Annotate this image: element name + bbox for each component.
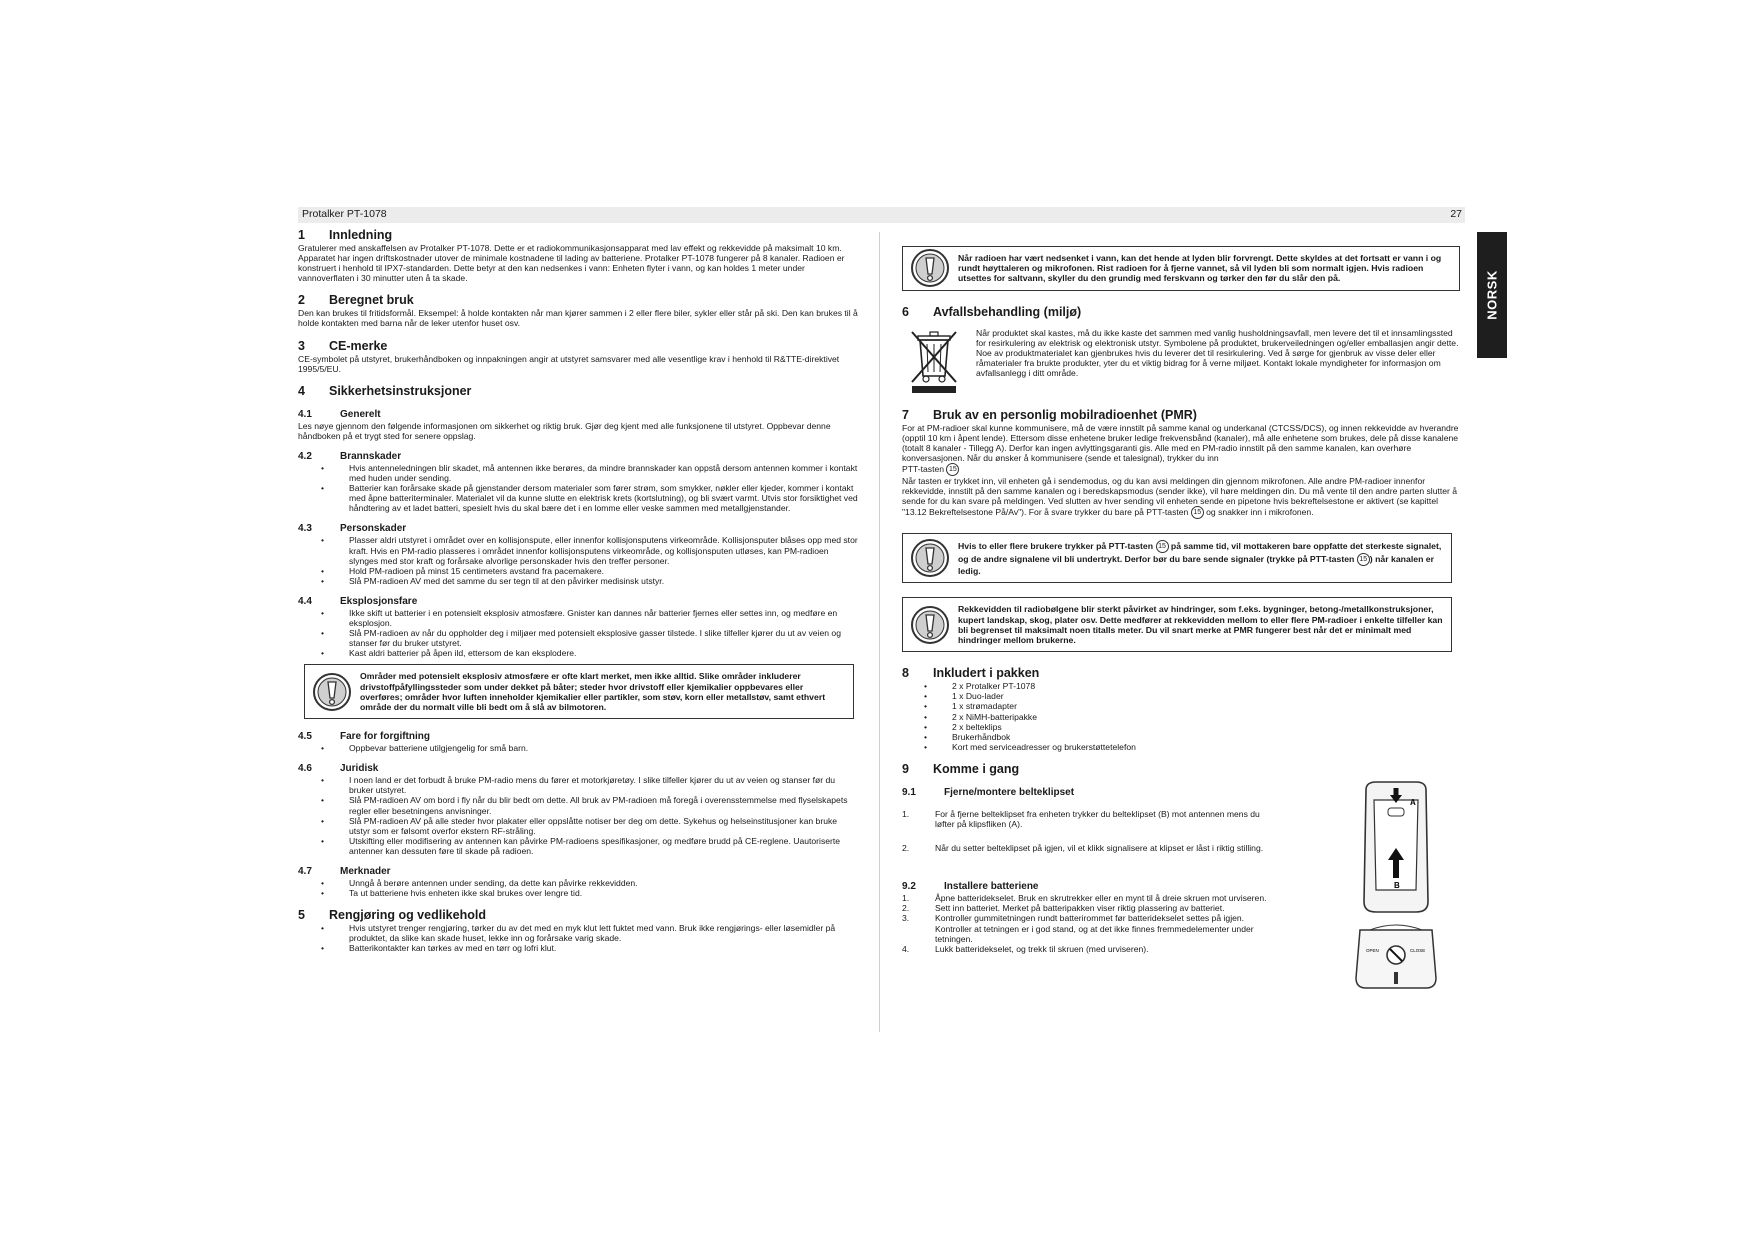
section-4-3-heading: 4.3 Personskader xyxy=(298,523,407,535)
warning-box-ptt xyxy=(902,533,1452,583)
section-1-text: Gratulerer med anskaffelsen av Protalker PT-1078. Dette er et radiokommunikasjonsapparat med lav effekt og rekkevidde på maksimalt 10 km. Apparatet har ingen driftskostnader utover de minimale kostnadene til lading av batteriene. Protalker PT-1078 fungerer på 8 kanaler. Radioen er konstruert i henhold til IPX7-standarden. Dette betyr at den kan nedsenkes i vann: Enheten flyter i vann, og kan holdes 1 meter under vannoverflaten i 30 minutter uten å ta skade. xyxy=(298,243,845,284)
header-bar xyxy=(298,207,1465,223)
section-8-heading: 8 Inkludert i pakken xyxy=(902,666,1040,681)
list-item: • I noen land er det forbudt å bruke PM-radio mens du fører et motorkjøretøy. I slike tilfeller kjører du ut av veien og stanser før du bruker utstyret. xyxy=(349,775,860,795)
list-item: 2. Når du setter belteklipset på igjen, vil et klikk signalisere at klipset er låst i riktig stilling. xyxy=(902,843,1264,854)
header-product: Protalker PT-1078 xyxy=(302,208,387,220)
callout-15: 15 xyxy=(1191,506,1204,519)
section-7-heading: 7 Bruk av en personlig mobilradioenhet (PMR) xyxy=(902,407,1197,422)
section-4-7-heading: 4.7 Merknader xyxy=(298,866,391,877)
left-column xyxy=(298,228,860,953)
list-item: • Slå PM-radioen AV om bord i fly når du blir bedt om dette. All bruk av PM-radioen må foregå i overensstemmelse med flyselskapets regler eller besetningens anvisninger. xyxy=(349,795,860,815)
figure-label-close: CLOSE xyxy=(1410,948,1426,953)
section-9-1-heading: 9.1 Fjerne/montere belteklipset xyxy=(902,786,1075,798)
section-4-1-heading: 4.1 Generelt xyxy=(298,408,381,420)
section-4-6-list xyxy=(298,775,860,856)
section-7-text-2: Når tasten er trykket inn, vil enheten gå i sendemodus, og du kan avsi meldingen din gjennom mikrofonen. Alle andre PM-radioer innenfor rekkevidde, innstilt på den samme kanalen og i beredskapsmodus (sender ikke), vil høre meldingen din. Du må vente til den andre parten slutter å sende for du kan svare på meldingen. Ved slutten av hver sending vil enheten sende en pipetone hvis bekreftelsestone er aktivert (se kapittel "13.12 Bekreftelsestone På/Av"). For å svare trykker du bare på PTT-tasten 15 og snakker inn i mikrofonen. xyxy=(902,476,1462,519)
list-item: 4. Lukk batteridekselet, og trekk til skruen (med urviseren). xyxy=(902,943,1149,954)
section-2-heading: 2 Beregnet bruk xyxy=(298,293,414,308)
list-item: 3. Kontroller gummitetningen rundt batterirommet før batteridekselet settes på igjen. Kontroller at tetningen er i god stand, og at det ikke finnes fremmedelementer under tetningen. xyxy=(902,913,1254,944)
warning-icon xyxy=(910,248,950,288)
list-item: • 2 x belteklips xyxy=(952,722,1462,732)
list-item: • Oppbevar batteriene utilgjengelig for små barn. xyxy=(349,743,860,753)
section-4-2-heading: 4.2 Brannskader xyxy=(298,450,402,462)
section-7-text-1: For at PM-radioer skal kunne kommunisere, må de være innstilt på samme kanal og underkanal (CTCSS/DCS), og innen rekkevidde av hverandre (opptil 10 km i åpent lende). Ettersom disse enhetene bruker ledige frekvensbånd (kanaler), må alle enhetene som brukes, dele på disse kanalene (totalt 8 kanaler - Tillegg A). Derfor kan ingen avlyttingsgaranti gis. Alle med en PM-radio innstilt på den samme kanalen, kan overhøre konversasjonen. Når du ønsker å kommunisere (sende et talesignal), trykker du inn xyxy=(902,422,1459,463)
list-item: • Slå PM-radioen AV med det samme du ser tegn til at den påvirker medisinsk utstyr. xyxy=(349,576,860,586)
list-item: • Brukerhåndbok xyxy=(952,732,1462,742)
warning-icon xyxy=(910,538,950,578)
section-4-4-heading: 4.4 Eksplosjonsfare xyxy=(298,595,418,607)
weee-bin-icon xyxy=(908,328,960,394)
language-tab xyxy=(1477,232,1507,358)
list-item: 1. Åpne batteridekselet. Bruk en skrutrekker eller en mynt til å dreie skruen mot urviseren. xyxy=(902,893,1267,904)
list-item: 1. For å fjerne belteklipset fra enheten trykker du belteklipset (B) mot antennen mens du løfter på klipsfliken (A). xyxy=(902,808,1260,830)
warning-text: Når radioen har vært nedsenket i vann, kan det hende at lyden blir forvrengt. Dette skyldes at det fortsatt er vann i og rundt høyttaleren og mikrofonen. Rist radioen for å fjerne vannet, så vil lyden bli som normalt igjen. Hvis radioen utsettes for saltvann, skyller du den grundig med ferskvann og tørker den før du slår den på. xyxy=(958,253,1442,284)
list-item: • Utskifting eller modifisering av antennen kan påvirke PM-radioens spesifikasjoner, og medføre brudd på CE-reglene. Uautoriserte antenner kan dessuten føre til skade på radioen. xyxy=(349,836,860,856)
list-item: • 2 x NiMH-batteripakke xyxy=(952,712,1462,722)
list-item: 2. Sett inn batteriet. Merket på batteripakken viser riktig plassering av batteriet. xyxy=(902,903,1225,914)
callout-15: 15 xyxy=(946,463,959,476)
section-4-7-list xyxy=(298,878,860,898)
figure-label-a: A xyxy=(1410,798,1416,807)
list-item: • Batterier kan forårsake skade på gjenstander dersom materialer som fører strøm, som smykker, nøkler eller kjeder, kommer i kontakt med åpne batteriterminaler. Materialet vil da kunne slutte en elektrisk krets (kortslutning), og bli svært varmt. Utvis stor forsiktighet ved håndtering av et ladet batteri, spesielt hvis du skal bære det i en lomme eller veske sammen med metallgjenstander. xyxy=(349,483,860,513)
header-page-number: 27 xyxy=(1450,208,1462,220)
section-4-5-heading: 4.5 Fare for forgiftning xyxy=(298,731,430,743)
warning-icon xyxy=(910,605,950,645)
list-item: • Batterikontakter kan tørkes av med en tørr og lofri klut. xyxy=(349,943,860,953)
section-4-1-text: Les nøye gjennom den følgende informasjonen om sikkerhet og riktig bruk. Gjør deg kjent med alle funksjonene til utstyret. Oppbevar denne håndboken på et trygt sted for senere oppslag. xyxy=(298,420,831,441)
section-6-text-1: Når produktet skal kastes, må du ikke kaste det sammen med vanlig husholdningsavfall, men levere det til et innsamlingssted for resirkulering av elektrisk og elektronisk utstyr. Symbolene på produktet, brukerveiledningen og/eller emballasjen angir dette. xyxy=(976,327,1459,348)
section-5-list xyxy=(298,923,860,953)
list-item: • Kast aldri batterier på åpen ild, ettersom de kan eksplodere. xyxy=(349,648,860,658)
column-divider xyxy=(879,232,880,1032)
section-6-text-2: Noe av produktmaterialet kan gjenbrukes hvis du leverer det til resirkulering. Ved å sørge for gjenbruk av visse deler eller råmaterialer fra brukte produkter, yter du et viktig bidrag for å verne miljøet. Kontakt lokale myndigheter for informasjon om avfallsanlegg i ditt område. xyxy=(976,347,1441,378)
section-6-heading: 6 Avfallsbehandling (miljø) xyxy=(902,304,1082,319)
warning-text: Rekkevidden til radiobølgene blir sterkt påvirket av hindringer, som f.eks. bygninger, betong-/metallkonstruksjoner, kupert landskap, skog, plater osv. Dette medfører at rekkevidden mellom to eller flere PM-radioer i enkelte tilfeller kan bli begrenset til maksimalt noen titalls meter. Du vil snart merke at PMR fungerer best når det er minimalt med hindringer mellom brukerne. xyxy=(958,604,1443,646)
list-item: • 1 x strømadapter xyxy=(952,701,1462,711)
section-2-text: Den kan brukes til fritidsformål. Eksempel: å holde kontakten når man kjører sammen i 2 eller flere biler, sykler eller står på ski. Den kan brukes til å holde kontakten med barna når de leker utenfor huset osv. xyxy=(298,308,858,329)
section-9-2-list xyxy=(902,893,1272,954)
warning-icon xyxy=(312,672,352,712)
section-4-heading: 4 Sikkerhetsinstruksjoner xyxy=(298,383,472,398)
section-4-5-list xyxy=(298,743,860,753)
section-6-body xyxy=(902,328,1462,394)
list-item: • 2 x Protalker PT-1078 xyxy=(952,681,1462,691)
list-item: • Unngå å berøre antennen under sending, da dette kan påvirke rekkevidden. xyxy=(349,878,860,888)
list-item: • Ikke skift ut batterier i en potensielt eksplosiv atmosfære. Gnister kan dannes når batterier fjernes eller settes inn, og medføre en eksplosjon. xyxy=(349,608,860,628)
section-3-heading: 3 CE-merke xyxy=(298,338,388,353)
section-9-1-list xyxy=(902,809,1272,853)
callout-15: 15 xyxy=(1357,553,1370,566)
section-4-2-list xyxy=(298,463,860,513)
list-item: • Kort med serviceadresser og brukerstøttetelefon xyxy=(952,742,1462,752)
warning-text: Områder med potensielt eksplosiv atmosfære er ofte klart merket, men ikke alltid. Slike områder inkluderer drivstoffpåfyllingssteder som under dekket på båter; steder hvor drivstoff eller kjemikalier oppbevares eller overføres; områder hvor luften inneholder kjemikalier eller partikler, som støv, korn eller metallstøv, samt ethvert område der du normalt ville bli bedt om å slå av bilmotoren. xyxy=(360,671,826,712)
language-tab-label: NORSK xyxy=(1484,270,1500,320)
list-item: • 1 x Duo-lader xyxy=(952,691,1462,701)
section-3-text: CE-symbolet på utstyret, brukerhåndboken og innpakningen angir at utstyret samsvarer med alle vesentlige krav i henhold til R&TTE-direktivet 1995/5/EU. xyxy=(298,353,840,374)
list-item: • Slå PM-radioen av når du oppholder deg i miljøer med potensielt eksplosive gasser tilstede. I slike tilfeller kjører du ut av veien og stanser før du bruker utstyret. xyxy=(349,628,860,648)
list-item: • Hvis utstyret trenger rengjøring, tørker du av det med en myk klut lett fuktet med vann. Bruk ikke rengjørings- eller løsemidler på produktet, da slike kan skade huset, lekke inn og forårsake varig skade. xyxy=(349,923,860,943)
battery-cover-figure xyxy=(1350,922,1442,992)
section-4-6-heading: 4.6 Juridisk xyxy=(298,763,379,775)
figure-label-b: B xyxy=(1394,881,1400,890)
list-item: • Hvis antenneledningen blir skadet, må antennen ikke berøres, da mindre brannskader kan oppstå dersom antennen kommer i kontakt med huden under sending. xyxy=(349,463,860,483)
section-8-list xyxy=(902,681,1462,752)
warning-box-explosive xyxy=(304,664,854,719)
section-9-2-heading: 9.2 Installere batteriene xyxy=(902,881,1039,893)
section-1-heading: 1 Innledning xyxy=(298,228,393,242)
warning-text: Hvis to eller flere brukere trykker på PTT-tasten 15 på samme tid, vil mottakeren bare oppfatte det sterkeste signalet, og de andre signalene vil bli undertrykt. Derfor bør du bare sende signaler (trykke på PTT-tasten 15 ) når kanalen er ledig. xyxy=(958,541,1442,577)
section-4-3-list xyxy=(298,535,860,585)
section-5-heading: 5 Rengjøring og vedlikehold xyxy=(298,908,486,923)
warning-box-water xyxy=(902,246,1460,291)
section-9-heading: 9 Komme i gang xyxy=(902,761,1020,776)
list-item: • Slå PM-radioen AV på alle steder hvor plakater eller oppslåtte notiser ber deg om dette. Sykehus og helseinstitusjoner kan bruke utstyr som er følsomt overfor ekstern RF-stråling. xyxy=(349,816,860,836)
callout-15: 15 xyxy=(1156,540,1169,553)
warning-box-range xyxy=(902,597,1452,652)
section-4-4-list xyxy=(298,608,860,658)
section-7-ptt-line: PTT-tasten 15 xyxy=(902,463,1462,476)
belt-clip-figure xyxy=(1352,778,1440,918)
list-item: • Hold PM-radioen på minst 15 centimeters avstand fra pacemakere. xyxy=(349,566,860,576)
list-item: • Plasser aldri utstyret i området over en kollisjonspute, eller innenfor kollisjonsputens virkeområde. Kollisjonsputer blåses opp med stor kraft. Hvis en PM-radio plasseres i området innenfor kollisjonsputens virkeområde, og kollisjonsputen utløses, kan PM-radioen slynges med stor kraft og forårsake alvorlige personskader hvis den treffer personer. xyxy=(349,535,860,565)
figure-label-open: OPEN xyxy=(1366,948,1379,953)
list-item: • Ta ut batteriene hvis enheten ikke skal brukes over lengre tid. xyxy=(349,888,860,898)
